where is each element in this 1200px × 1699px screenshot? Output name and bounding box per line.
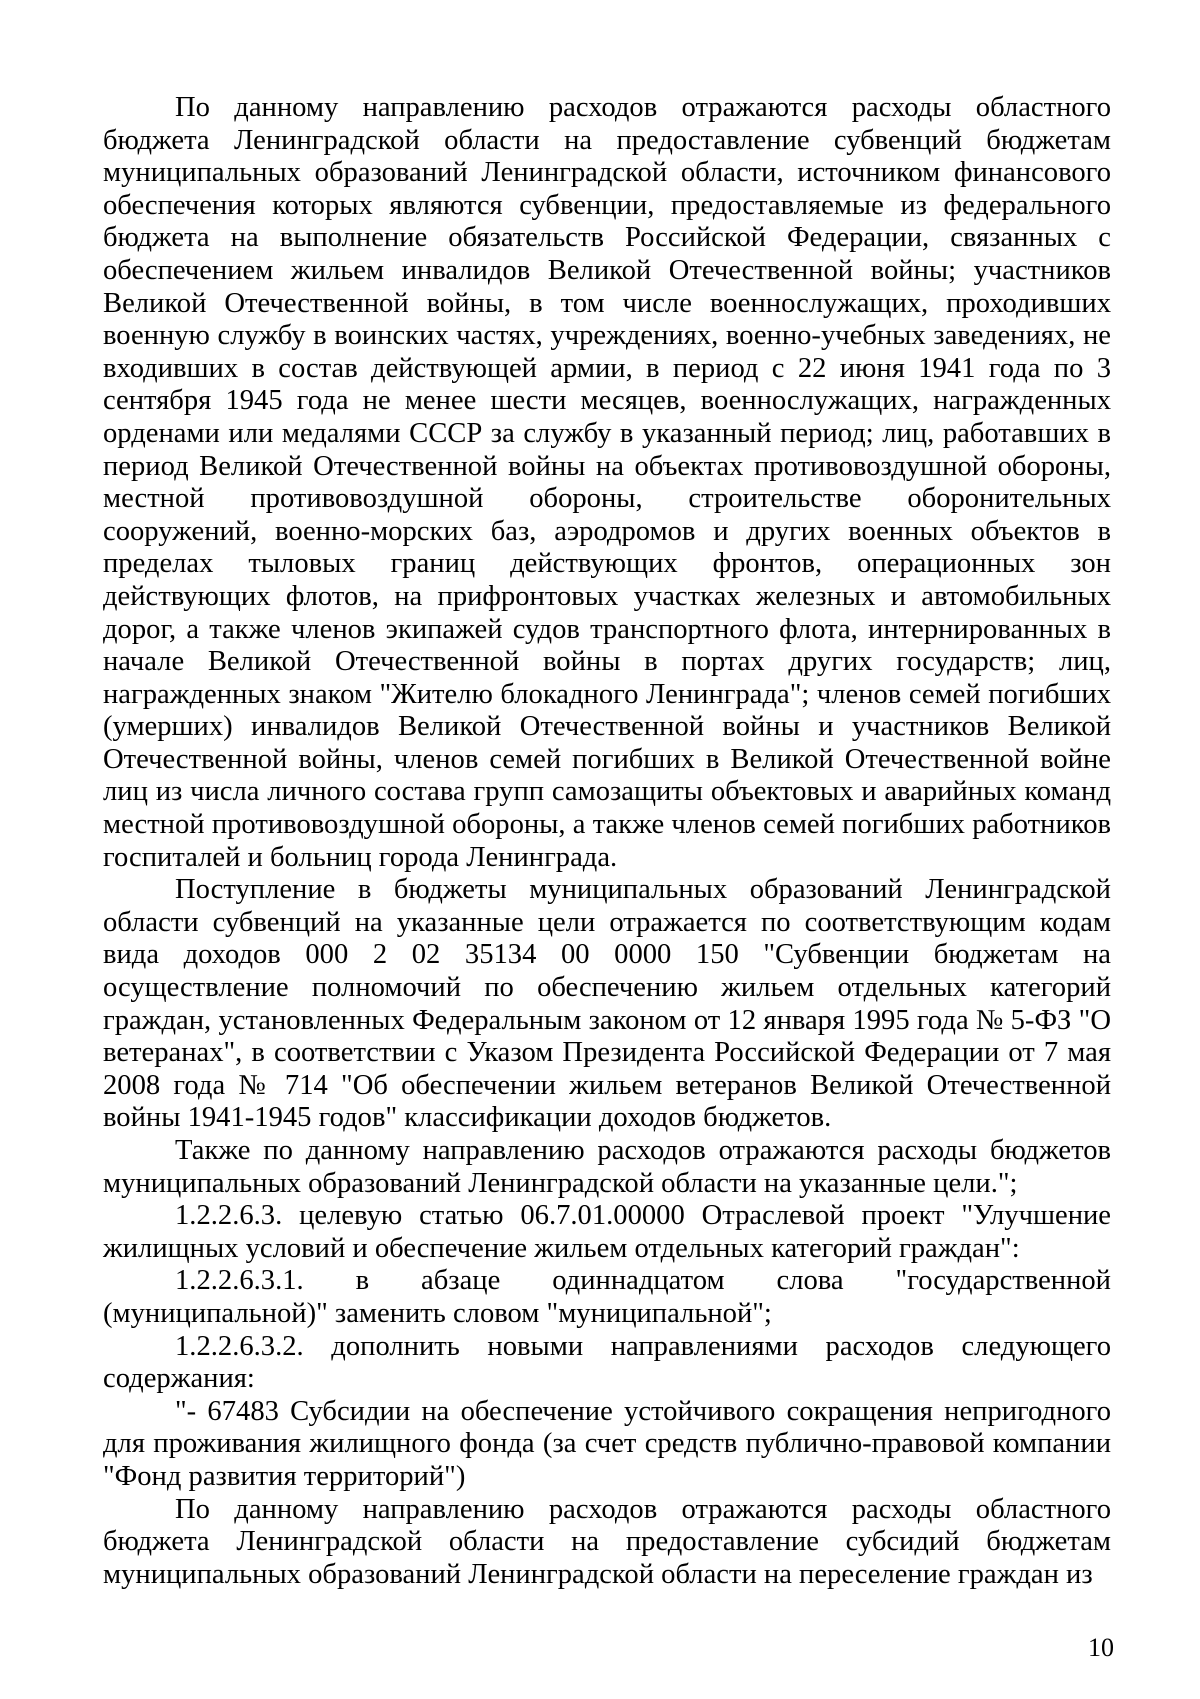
paragraph-municipal-budgets-expenses: Также по данному направлению расходов отражаются расходы бюджетов муниципальных образований Ленинградской области на указанные цели."; bbox=[103, 1135, 1111, 1199]
document-page bbox=[103, 92, 1111, 1591]
paragraph-item-1-2-2-6-3: 1.2.2.6.3. целевую статью 06.7.01.00000 Отраслевой проект "Улучшение жилищных условий и обеспечение жильем отдельных категорий граждан": bbox=[103, 1200, 1111, 1264]
paragraph-code-67483: "- 67483 Субсидии на обеспечение устойчивого сокращения непригодного для проживания жилищного фонда (за счет средств публично-правовой компании "Фонд развития территорий") bbox=[103, 1395, 1111, 1492]
paragraph-housing-veterans-expenses: По данному направлению расходов отражаются расходы областного бюджета Ленинградской области на предоставление субвенций бюджетам муниципальных образований Ленинградской области, источником финансового обеспечения которых являются субвенции, предоставляемые из федерального бюджета на выполнение обязательств Российской Федерации, связанных с обеспечением жильем инвалидов Великой Отечественной войны; участников Великой Отечественной войны, в том числе военнослужащих, проходивших военную службу в воинских частях, учреждениях, военно-учебных заведениях, не входивших в состав действующей армии, в период с 22 июня 1941 года по 3 сентября 1945 года не менее шести месяцев, военнослужащих, награжденных орденами или медалями СССР за службу в указанный период; лиц, работавших в период Великой Отечественной войны на объектах противовоздушной обороны, местной противовоздушной обороны, строительстве оборонительных сооружений, военно-морских баз, аэродромов и других военных объектов в пределах тыловых границ действующих фронтов, операционных зон действующих флотов, на прифронтовых участках железных и автомобильных дорог, а также членов экипажей судов транспортного флота, интернированных в начале Великой Отечественной войны в портах других государств; лиц, награжденных знаком "Жителю блокадного Ленинграда"; членов семей погибших (умерших) инвалидов Великой Отечественной войны и участников Великой Отечественной войны, членов семей погибших в Великой Отечественной войне лиц из числа личного состава групп самозащиты объектовых и аварийных команд местной противовоздушной обороны, а также членов семей погибших работников госпиталей и больниц города Ленинграда. bbox=[103, 92, 1111, 873]
page-number: 10 bbox=[1088, 1633, 1114, 1662]
paragraph-resettlement-subsidies: По данному направлению расходов отражаются расходы областного бюджета Ленинградской области на предоставление субсидий бюджетам муниципальных образований Ленинградской области на переселение граждан из bbox=[103, 1493, 1111, 1590]
paragraph-subventions-income-code: Поступление в бюджеты муниципальных образований Ленинградской области субвенций на указанные цели отражается по соответствующим кодам вида доходов 000 2 02 35134 00 0000 150 "Субвенции бюджетам на осуществление полномочий по обеспечению жильем отдельных категорий граждан, установленных Федеральным законом от 12 января 1995 года № 5-ФЗ "О ветеранах", в соответствии с Указом Президента Российской Федерации от 7 мая 2008 года № 714 "Об обеспечении жильем ветеранов Великой Отечественной войны 1941-1945 годов" классификации доходов бюджетов. bbox=[103, 874, 1111, 1134]
paragraph-item-1-2-2-6-3-2: 1.2.2.6.3.2. дополнить новыми направлениями расходов следующего содержания: bbox=[103, 1330, 1111, 1395]
paragraph-item-1-2-2-6-3-1: 1.2.2.6.3.1. в абзаце одиннадцатом слова "государственной (муниципальной)" заменить словом "муниципальной"; bbox=[103, 1265, 1111, 1329]
